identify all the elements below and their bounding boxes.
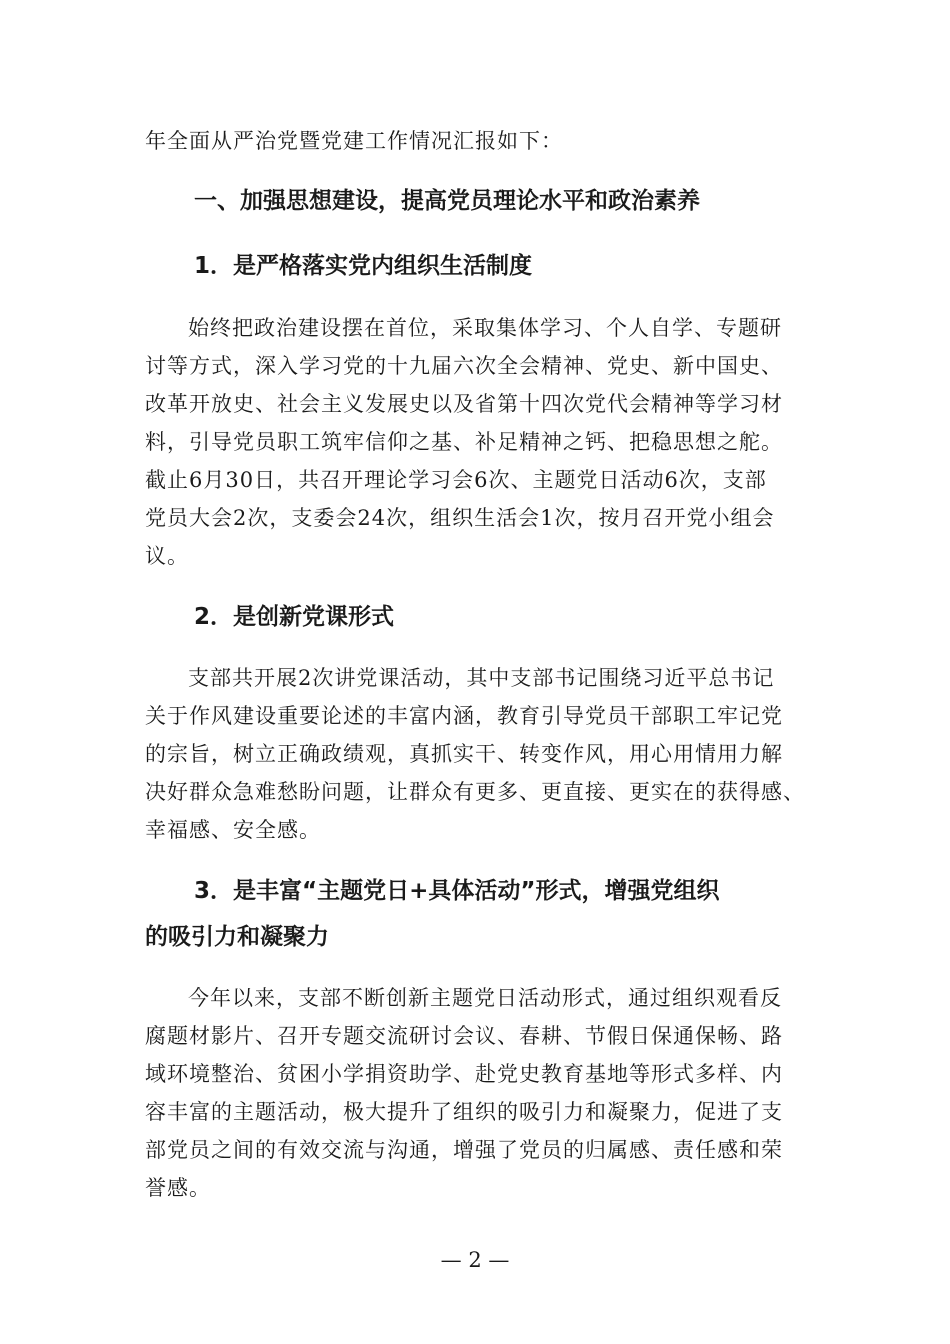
body-line: 始终把政治建设摆在首位，采取集体学习、个人自学、专题研 bbox=[188, 316, 782, 340]
body-line: 料，引导党员职工筑牢信仰之基、补足精神之钙、把稳思想之舵。 bbox=[145, 430, 783, 454]
section-1-heading: 一、加强思想建设，提高党员理论水平和政治素养 bbox=[194, 188, 700, 214]
body-line: 部党员之间的有效交流与沟通，增强了党员的归属感、责任感和荣 bbox=[145, 1138, 783, 1162]
body-line: 誉感。 bbox=[145, 1176, 211, 1200]
body-line: 讨等方式，深入学习党的十九届六次全会精神、党史、新中国史、 bbox=[145, 354, 783, 378]
body-line: 党员大会2次，支委会24次，组织生活会1次，按月召开党小组会 bbox=[145, 506, 775, 530]
body-line: 今年以来，支部不断创新主题党日活动形式，通过组织观看反 bbox=[188, 986, 782, 1010]
body-line: 支部共开展2次讲党课活动，其中支部书记围绕习近平总书记 bbox=[188, 666, 775, 690]
body-line: 腐题材影片、召开专题交流研讨会议、春耕、节假日保通保畅、路 bbox=[145, 1024, 783, 1048]
body-line: 关于作风建设重要论述的丰富内涵，教育引导党员干部职工牢记党 bbox=[145, 704, 783, 728]
subsection-1-heading: 1．是严格落实党内组织生活制度 bbox=[194, 253, 533, 279]
body-line: 的宗旨，树立正确政绩观，真抓实干、转变作风，用心用情用力解 bbox=[145, 742, 783, 766]
body-line: 幸福感、安全感。 bbox=[145, 818, 321, 842]
subsection-2-heading: 2．是创新党课形式 bbox=[194, 604, 395, 630]
body-line: 改革开放史、社会主义发展史以及省第十四次党代会精神等学习材 bbox=[145, 392, 783, 416]
body-line: 议。 bbox=[145, 544, 189, 568]
body-line: 决好群众急难愁盼问题，让群众有更多、更直接、更实在的获得感、 bbox=[145, 780, 805, 804]
subsection-3-heading-line-1: 3．是丰富“主题党日+具体活动”形式，增强党组织 bbox=[194, 878, 720, 904]
body-line: 容丰富的主题活动，极大提升了组织的吸引力和凝聚力，促进了支 bbox=[145, 1100, 783, 1124]
page-number: — 2 — bbox=[440, 1248, 510, 1272]
body-line: 域环境整治、贫困小学捐资助学、赴党史教育基地等形式多样、内 bbox=[145, 1062, 783, 1086]
intro-line: 年全面从严治党暨党建工作情况汇报如下： bbox=[145, 129, 563, 153]
body-line: 截止6月30日，共召开理论学习会6次、主题党日活动6次，支部 bbox=[145, 468, 767, 492]
subsection-3-heading-line-2: 的吸引力和凝聚力 bbox=[145, 924, 329, 950]
